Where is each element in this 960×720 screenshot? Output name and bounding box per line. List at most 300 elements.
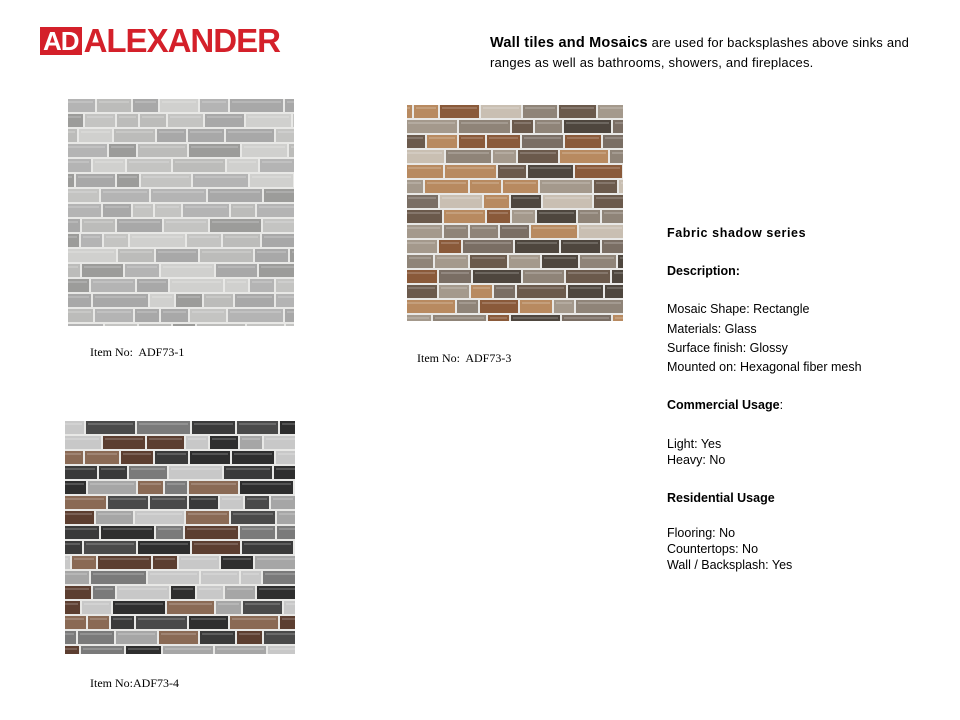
mosaic-tile-sheen	[127, 266, 157, 268]
mosaic-tile	[277, 526, 295, 539]
mosaic-tile-sheen	[202, 101, 226, 103]
mosaic-tile-sheen	[140, 146, 185, 148]
mosaic-tile	[225, 586, 255, 599]
mosaic-tile	[246, 114, 291, 127]
mosaic-tile-sheen	[266, 438, 295, 440]
mosaic-tile	[65, 556, 70, 569]
mosaic-tile-sheen	[189, 236, 219, 238]
mosaic-tile	[444, 225, 468, 238]
mosaic-tile	[473, 270, 521, 283]
mosaic-tile	[605, 285, 623, 298]
mosaic-tile-sheen	[564, 317, 609, 319]
mosaic-tile	[407, 270, 437, 283]
mosaic-tile-sheen	[218, 603, 239, 605]
mosaic-tile	[407, 225, 442, 238]
mosaic-tile	[260, 159, 294, 172]
mosaic-tile-sheen	[522, 302, 550, 304]
mosaic-tile-sheen	[247, 498, 267, 500]
mosaic-tile	[230, 99, 283, 112]
mosaic-tile-sheen	[191, 146, 238, 148]
mosaic-tile-sheen	[259, 588, 295, 590]
mosaic-tile-sheen	[65, 573, 87, 575]
mosaic-tile	[543, 195, 592, 208]
mosaic-tile	[280, 421, 295, 434]
mosaic-tile	[190, 309, 226, 322]
mosaic-tile	[407, 300, 455, 313]
mosaic-tile-sheen	[68, 101, 93, 103]
mosaic-tile	[471, 285, 492, 298]
mosaic-tile-sheen	[65, 453, 81, 455]
mosaic-tile-sheen	[563, 242, 598, 244]
mosaic-tile	[564, 120, 611, 133]
mosaic-tile-sheen	[162, 101, 196, 103]
mosaic-tile	[440, 105, 479, 118]
mosaic-tile-sheen	[482, 302, 516, 304]
mosaic-tile-sheen	[218, 266, 255, 268]
mosaic-tile-sheen	[472, 257, 505, 259]
tile-image-adf73-4	[65, 421, 295, 654]
mosaic-tile	[223, 234, 260, 247]
commercial-usage-line	[667, 397, 783, 413]
mosaic-tile-sheen	[486, 197, 507, 199]
mosaic-tile-sheen	[65, 468, 95, 470]
mosaic-tile-sheen	[279, 528, 295, 530]
mosaic-tile	[407, 285, 437, 298]
mosaic-tile-sheen	[103, 528, 152, 530]
mosaic-tile-sheen	[232, 618, 276, 620]
mosaic-tile	[193, 174, 248, 187]
mosaic-tile	[280, 616, 295, 629]
mosaic-tile-sheen	[234, 453, 272, 455]
mosaic-tile-sheen	[131, 468, 165, 470]
spec-countertops: Countertops: No	[667, 542, 759, 556]
mosaic-tile-sheen	[407, 242, 435, 244]
mosaic-tile	[147, 436, 184, 449]
mosaic-tile	[210, 436, 238, 449]
mosaic-tile-sheen	[83, 236, 100, 238]
mosaic-tile	[108, 496, 148, 509]
mosaic-tile-sheen	[407, 302, 453, 304]
mosaic-tile	[255, 556, 295, 569]
mosaic-tile	[156, 249, 198, 262]
mosaic-tile-sheen	[65, 498, 104, 500]
mosaic-tile	[242, 541, 293, 554]
mosaic-tile	[247, 324, 284, 326]
mosaic-tile	[68, 189, 99, 202]
mosaic-tile-sheen	[65, 633, 74, 635]
mosaic-tile-sheen	[239, 423, 276, 425]
mosaic-tile	[240, 526, 275, 539]
mosaic-tile	[407, 240, 437, 253]
mosaic-tile-sheen	[226, 468, 270, 470]
mosaic-tile	[117, 174, 139, 187]
spec-materials: Materials: Glass	[667, 322, 757, 336]
tile-image-adf73-3	[407, 105, 623, 321]
mosaic-tile-sheen	[620, 257, 623, 259]
mosaic-tile-sheen	[139, 281, 166, 283]
mosaic-tile	[68, 324, 103, 326]
mosaic-tile-sheen	[407, 182, 421, 184]
mosaic-tile-sheen	[264, 236, 294, 238]
mosaic-tile-sheen	[566, 122, 609, 124]
mosaic-tile	[84, 541, 136, 554]
mosaic-tile	[65, 511, 94, 524]
mosaic-tile-sheen	[542, 182, 590, 184]
mosaic-tile-sheen	[409, 257, 431, 259]
mosaic-tile	[68, 279, 89, 292]
mosaic-tile	[257, 586, 295, 599]
mosaic-tile-sheen	[525, 107, 555, 109]
mosaic-tile-sheen	[441, 272, 469, 274]
mosaic-tile-sheen	[408, 122, 455, 124]
mosaic-tile	[594, 180, 617, 193]
mosaic-tile	[231, 204, 255, 217]
mosaic-tile-sheen	[228, 131, 272, 133]
mosaic-tile-sheen	[172, 281, 221, 283]
mosaic-tile-sheen	[483, 107, 519, 109]
mosaic-tile-sheen	[101, 468, 125, 470]
mosaic-tile	[200, 249, 253, 262]
mosaic-tile	[117, 114, 138, 127]
mosaic-tile	[189, 616, 228, 629]
mosaic-tile-sheen	[261, 266, 294, 268]
mosaic-tile	[554, 300, 574, 313]
mosaic-tile	[598, 105, 623, 118]
mosaic-tile	[439, 240, 461, 253]
mosaic-tile-sheen	[65, 588, 89, 590]
mosaic-tile-sheen	[68, 221, 78, 223]
mosaic-tile-sheen	[68, 266, 78, 268]
mosaic-tile-sheen	[86, 543, 134, 545]
mosaic-tile-sheen	[97, 311, 131, 313]
mosaic-tile-sheen	[604, 212, 623, 214]
mosaic-tile	[192, 541, 240, 554]
mosaic-tile	[407, 135, 425, 148]
mosaic-tile-sheen	[252, 281, 272, 283]
mosaic-tile	[197, 586, 223, 599]
mosaic-tile-sheen	[119, 176, 137, 178]
mosaic-tile-sheen	[544, 257, 576, 259]
mosaic-tile-sheen	[87, 453, 117, 455]
mosaic-tile	[566, 270, 610, 283]
mosaic-tile	[173, 324, 195, 326]
mosaic-tile-sheen	[502, 227, 527, 229]
mosaic-tile-sheen	[161, 633, 196, 635]
mosaic-tile	[500, 225, 529, 238]
mosaic-tile	[68, 294, 91, 307]
mosaic-tile	[446, 150, 491, 163]
mosaic-tile	[65, 586, 91, 599]
mosaic-tile-sheen	[65, 438, 99, 440]
mosaic-tile	[151, 189, 206, 202]
mosaic-tile	[407, 105, 412, 118]
mosaic-tile	[444, 210, 485, 223]
mosaic-tile-sheen	[514, 212, 533, 214]
mosaic-tile-sheen	[278, 131, 294, 133]
mosaic-tile-sheen	[68, 146, 105, 148]
mosaic-tile-sheen	[292, 251, 294, 253]
mosaic-tile	[65, 526, 99, 539]
mosaic-tile-sheen	[496, 287, 513, 289]
mosaic-tile	[153, 556, 177, 569]
series-title: Fabric shadow series	[667, 226, 807, 240]
mosaic-tile	[613, 120, 623, 133]
mosaic-tile	[98, 556, 151, 569]
mosaic-tile	[560, 150, 608, 163]
mosaic-tile	[277, 511, 295, 524]
mosaic-tile-sheen	[233, 206, 253, 208]
mosaic-tile-sheen	[115, 603, 163, 605]
mosaic-tile	[111, 616, 134, 629]
mosaic-tile	[259, 264, 294, 277]
mosaic-tile	[155, 204, 181, 217]
mosaic-tile-sheen	[212, 221, 259, 223]
spec-surface: Surface finish: Glossy	[667, 341, 788, 355]
mosaic-tile	[161, 264, 214, 277]
mosaic-tile-sheen	[408, 197, 436, 199]
mosaic-tile-sheen	[65, 648, 77, 650]
spec-light: Light: Yes	[667, 437, 722, 451]
mosaic-tile-sheen	[83, 648, 122, 650]
mosaic-tile	[498, 165, 526, 178]
mosaic-tile	[68, 309, 93, 322]
mosaic-tile-sheen	[65, 543, 80, 545]
mosaic-tile	[578, 210, 600, 223]
mosaic-tile	[76, 174, 115, 187]
mosaic-tile	[135, 511, 184, 524]
mosaic-tile	[105, 324, 137, 326]
mosaic-tile	[169, 466, 222, 479]
mosaic-tile	[185, 526, 238, 539]
mosaic-tile	[183, 204, 229, 217]
mosaic-tile	[407, 210, 442, 223]
mosaic-tile	[470, 255, 507, 268]
mosaic-tile	[515, 240, 559, 253]
mosaic-tile-sheen	[567, 137, 599, 139]
mosaic-tile	[135, 309, 159, 322]
mosaic-tile	[129, 466, 167, 479]
mosaic-tile-sheen	[137, 513, 182, 515]
mosaic-tile-sheen	[519, 287, 564, 289]
spec-flooring: Flooring: No	[667, 526, 736, 540]
mosaic-tile	[481, 105, 521, 118]
mosaic-tile-sheen	[273, 498, 293, 500]
mosaic-tile	[187, 234, 221, 247]
mosaic-tile-sheen	[88, 423, 133, 425]
mosaic-tile	[82, 601, 111, 614]
mosaic-tile-sheen	[95, 161, 123, 163]
mosaic-tile-sheen	[530, 167, 571, 169]
mosaic-tile	[257, 204, 294, 217]
mosaic-tile	[65, 466, 97, 479]
mosaic-tile-sheen	[227, 588, 253, 590]
intro-rest: are used for backsplashes above sinks and ranges as well as bathrooms, showers, and fireplaces.	[490, 35, 910, 70]
mosaic-tile	[518, 150, 558, 163]
mosaic-tile	[141, 174, 191, 187]
mosaic-tile-sheen	[80, 633, 112, 635]
mosaic-tile	[189, 144, 240, 157]
mosaic-tile	[264, 631, 295, 644]
mosaic-tile	[531, 225, 577, 238]
mosaic-tile-sheen	[605, 137, 623, 139]
mosaic-tile	[237, 421, 278, 434]
brand-logo-box: AD	[40, 27, 82, 55]
mosaic-tile	[186, 511, 229, 524]
mosaic-tile-sheen	[135, 101, 156, 103]
mosaic-tile-sheen	[242, 528, 273, 530]
mosaic-tile-sheen	[153, 191, 204, 193]
mosaic-tile-sheen	[600, 107, 623, 109]
mosaic-tile-sheen	[266, 191, 294, 193]
mosaic-tile	[235, 294, 274, 307]
mosaic-tile-sheen	[110, 498, 146, 500]
mosaic-tile	[117, 586, 169, 599]
mosaic-tile-sheen	[98, 513, 131, 515]
mosaic-tile-sheen	[447, 167, 494, 169]
mosaic-tile	[68, 219, 80, 232]
mosaic-tile-sheen	[188, 438, 206, 440]
mosaic-tile-sheen	[596, 197, 623, 199]
mosaic-tile	[575, 165, 622, 178]
mosaic-tile-sheen	[150, 573, 197, 575]
mosaic-tile	[125, 264, 159, 277]
mosaic-tile-sheen	[68, 311, 91, 313]
mosaic-tile-sheen	[84, 266, 121, 268]
mosaic-tile	[457, 300, 478, 313]
mosaic-tile	[493, 150, 516, 163]
mosaic-tile-sheen	[441, 287, 467, 289]
mosaic-tile-sheen	[84, 221, 113, 223]
mosaic-tile	[407, 165, 443, 178]
mosaic-tile-sheen	[237, 296, 272, 298]
mosaic-tile-sheen	[140, 483, 161, 485]
mosaic-tile	[65, 601, 80, 614]
mosaic-tile	[227, 159, 258, 172]
mosaic-tile-sheen	[407, 152, 442, 154]
mosaic-tile-sheen	[416, 107, 436, 109]
mosaic-tile	[205, 114, 244, 127]
mosaic-tile	[231, 511, 275, 524]
mosaic-tile	[509, 255, 540, 268]
mosaic-tile-sheen	[245, 603, 280, 605]
mosaic-tile	[127, 159, 171, 172]
mosaic-tile	[487, 135, 520, 148]
mosaic-tile	[470, 225, 498, 238]
mosaic-tile	[407, 195, 438, 208]
mosaic-tile	[150, 294, 174, 307]
mosaic-tile-sheen	[158, 251, 196, 253]
mosaic-tile	[82, 219, 115, 232]
mosaic-tile	[176, 294, 202, 307]
mosaic-tile-sheen	[103, 191, 147, 193]
mosaic-tile	[602, 210, 623, 223]
mosaic-tile	[65, 436, 101, 449]
mosaic-tile-sheen	[612, 152, 623, 154]
mosaic-tile-sheen	[65, 483, 84, 485]
mosaic-tile	[243, 601, 282, 614]
mosaic-tile-sheen	[74, 558, 94, 560]
mosaic-tile-sheen	[262, 161, 292, 163]
mosaic-tile	[99, 466, 127, 479]
mosaic-tile	[470, 180, 501, 193]
mosaic-tile	[93, 159, 125, 172]
mosaic-tile-sheen	[203, 573, 237, 575]
mosaic-tile-sheen	[65, 618, 84, 620]
mosaic-tile-sheen	[116, 131, 153, 133]
mosaic-tile-sheen	[561, 107, 594, 109]
mosaic-tile	[95, 309, 133, 322]
mosaic-tile-sheen	[68, 176, 72, 178]
mosaic-tile-sheen	[191, 618, 226, 620]
mosaic-tile-sheen	[511, 257, 538, 259]
mosaic-tile	[262, 234, 294, 247]
mosaic-tile-sheen	[68, 251, 114, 253]
mosaic-tile	[155, 451, 188, 464]
mosaic-tile-sheen	[525, 272, 562, 274]
mosaic-tile	[68, 204, 101, 217]
mosaic-tile	[264, 189, 294, 202]
mosaic-tile-sheen	[287, 311, 294, 313]
mosaic-tile-sheen	[68, 191, 97, 193]
mosaic-tile-sheen	[90, 618, 107, 620]
mosaic-tile	[201, 571, 239, 584]
mosaic-tile-sheen	[157, 206, 179, 208]
mosaic-tile-sheen	[242, 438, 260, 440]
mosaic-tile-sheen	[257, 251, 286, 253]
mosaic-tile-sheen	[111, 146, 134, 148]
mosaic-tile-sheen	[192, 453, 228, 455]
mosaic-tile	[200, 631, 235, 644]
mosaic-tile-sheen	[545, 197, 590, 199]
mosaic-tile	[168, 114, 203, 127]
mosaic-tile	[137, 279, 168, 292]
mosaic-tile-sheen	[442, 107, 477, 109]
mosaic-tile-sheen	[149, 438, 182, 440]
mosaic-tile	[68, 114, 83, 127]
mosaic-tile	[68, 234, 79, 247]
mosaic-tile-sheen	[128, 648, 159, 650]
mosaic-tile-sheen	[265, 573, 295, 575]
mosaic-tile-sheen	[163, 266, 212, 268]
mosaic-tile-sheen	[441, 242, 459, 244]
mosaic-tile	[540, 180, 592, 193]
mosaic-tile-sheen	[614, 272, 623, 274]
mosaic-tile	[561, 240, 600, 253]
mosaic-tile	[542, 255, 578, 268]
mosaic-tile	[439, 285, 469, 298]
mosaic-tile-sheen	[282, 423, 295, 425]
mosaic-tile	[407, 120, 457, 133]
mosaic-tile-sheen	[408, 167, 441, 169]
mosaic-tile-sheen	[119, 588, 167, 590]
mosaic-tile-sheen	[266, 633, 295, 635]
mosaic-tile-sheen	[175, 161, 223, 163]
mosaic-tile	[221, 556, 253, 569]
mosaic-tile-sheen	[78, 176, 113, 178]
mosaic-tile	[208, 189, 262, 202]
mosaic-tile	[204, 294, 233, 307]
mosaic-tile-sheen	[87, 116, 113, 118]
mosaic-tile	[167, 601, 214, 614]
mosaic-tile-sheen	[248, 116, 289, 118]
mosaic-tile	[118, 249, 154, 262]
mosaic-tile	[487, 210, 510, 223]
mosaic-tile-sheen	[408, 287, 435, 289]
mosaic-tile-sheen	[119, 221, 160, 223]
mosaic-tile	[285, 99, 294, 112]
mosaic-tile	[517, 285, 566, 298]
mosaic-tile-sheen	[621, 182, 623, 184]
